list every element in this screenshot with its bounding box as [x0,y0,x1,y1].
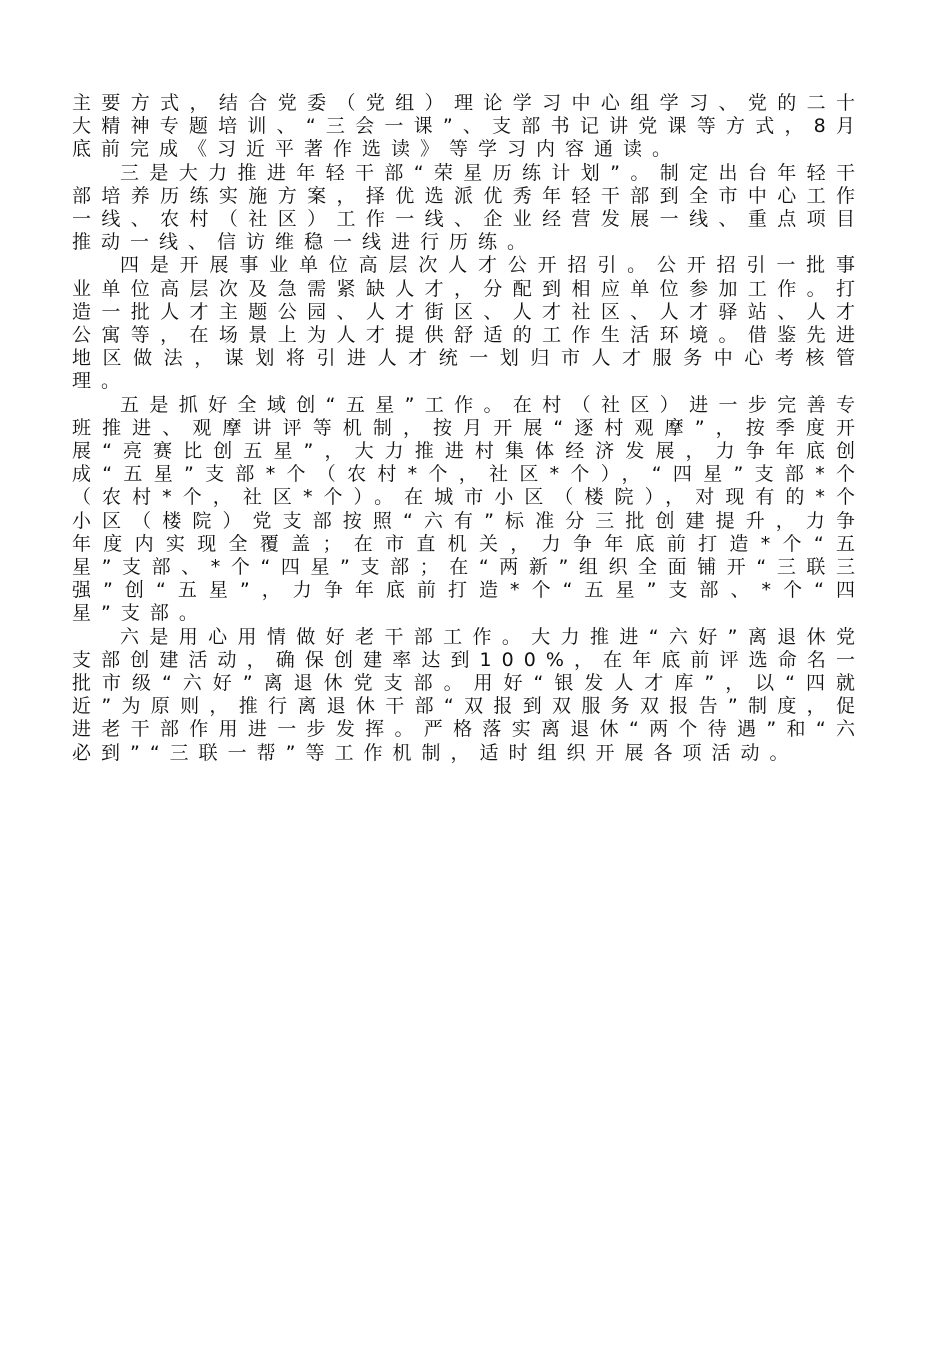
paragraph-lead: 五是抓好全域创“五星”工作。 [120,393,513,416]
paragraph-lead: 三是大力推进年轻干部“荣星历练计划”。 [120,161,660,184]
paragraph-text: 主要方式，结合党委（党组）理论学习中心组学习、党的二十大精神专题培训、“三会一课”、支部书记讲党课等方式，8月底前完成《习近平著作选读》等学习内容通读。 [72,92,865,161]
paragraph-lead: 六是用心用情做好老干部工作。 [120,625,532,648]
paragraph-talent-recruitment [72,254,865,393]
paragraph-text: 在村（社区）进一步完善专班推进、观摩讲评等机制，按月开展“逐村观摩”，按季度开展“亮赛比创五星”，大力推进村集体经济发展，力争年底创成“五星”支部*个（农村*个，社区*个），“四星”支部*个（农村*个，社区*个）。在城市小区（楼院），对现有的*个小区（楼院）党支部按照“六有”标准分三批创建提升，力争年度内实现全覆盖；在市直机关，力争年底前打造*个“五星”支部、*个“四星”支部；在“两新”组织全面铺开“三联三强”创“五星”，力争年底前打造*个“五星”支部、*个“四星”支部。 [72,393,865,625]
paragraph-young-cadres [72,162,865,255]
paragraph-five-star [72,394,865,626]
paragraph-continuation [72,92,865,162]
paragraph-lead: 四是开展事业单位高层次人才公开招引。 [120,254,657,277]
document-body [72,92,865,765]
paragraph-text: 制定出台年轻干部培养历练实施方案，择优选派优秀年轻干部到全市中心工作一线、农村（社区）工作一线、企业经营发展一线、重点项目推动一线、信访维稳一线进行历练。 [72,161,865,254]
paragraph-text: 公开招引一批事业单位高层次及急需紧缺人才，分配到相应单位参加工作。打造一批人才主题公园、人才街区、人才社区、人才驿站、人才公寓等，在场景上为人才提供舒适的工作生活环境。借鉴先进地区做法，谋划将引进人才统一划归市人才服务中心考核管理。 [72,254,865,393]
paragraph-retired-cadres [72,626,865,765]
paragraph-text: 大力推进“六好”离退休党支部创建活动，确保创建率达到100%，在年底前评选命名一批市级“六好”离退休党支部。用好“银发人才库”，以“四就近”为原则，推行离退休干部“双报到双服务双报告”制度，促进老干部作用进一步发挥。严格落实离退休“两个待遇”和“六必到”“三联一帮”等工作机制，适时组织开展各项活动。 [72,625,865,764]
